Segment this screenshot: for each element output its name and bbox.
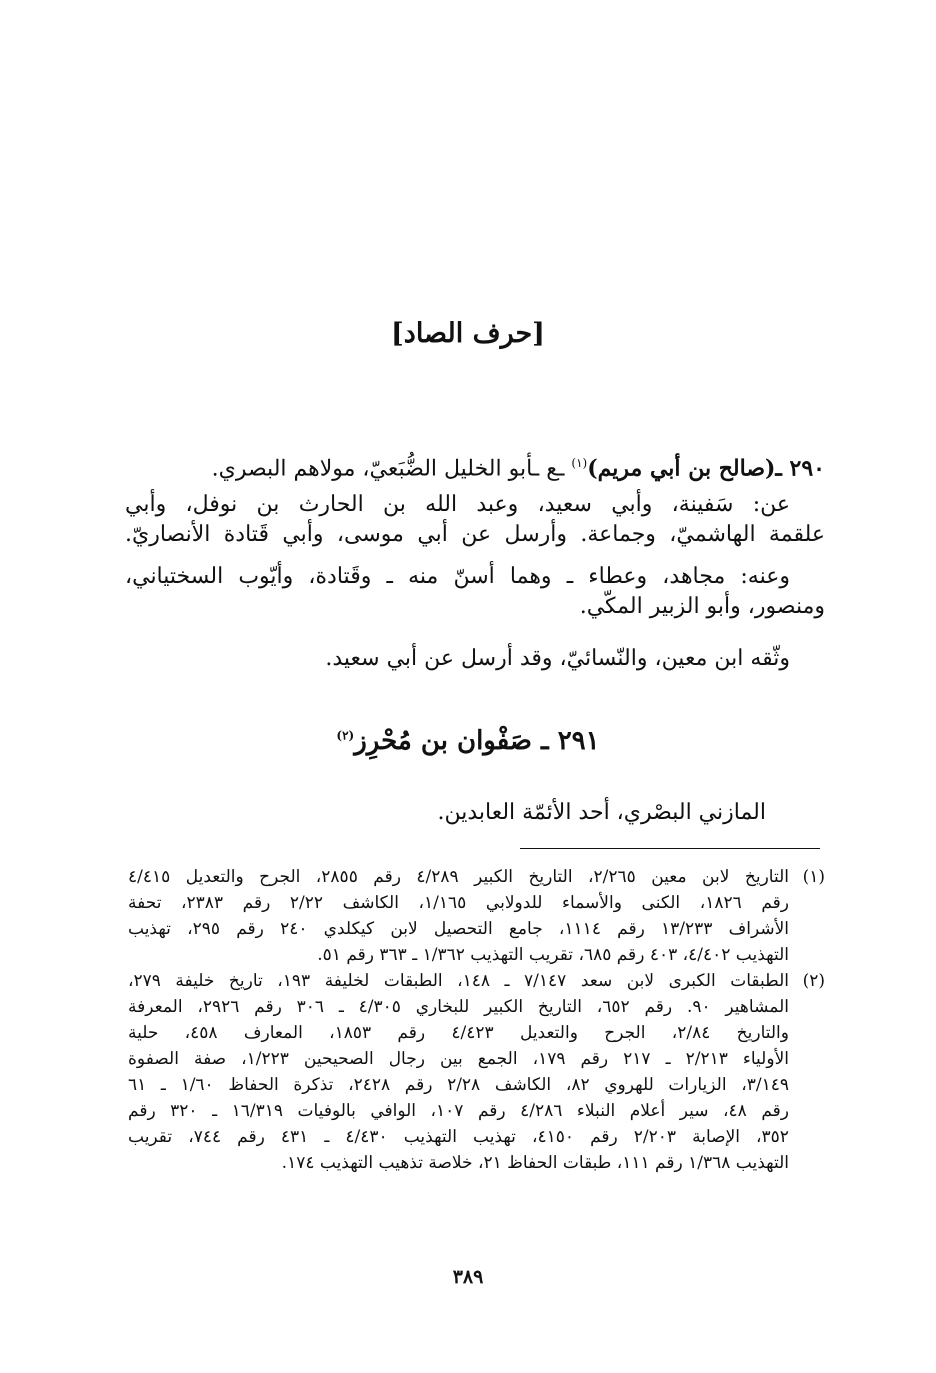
entry-291-description: المازني البصْري، أحد الأئمّة العابدين.	[437, 800, 766, 825]
footnote-2	[128, 968, 825, 1176]
footnotes	[128, 864, 825, 1176]
footnote-number: (٢)	[802, 971, 825, 991]
footnote-line: التاريخ لابن معين ٢/٢٦٥، التاريخ الكبير ٤/٢٨٩ رقم ٢٨٥٥، الجرح والتعديل ٤/٤١٥	[128, 867, 790, 887]
footnote-line: والتاريخ ٢/٨٤، الجرح والتعديل ٤/٤٢٣ رقم ١٨٥٣، المعارف ٤٥٨، حلية	[128, 1023, 789, 1043]
footnote-line: رقم ١٨٢٦، الكنى والأسماء للدولابي ١/١٦٥، الكاشف ٢/٢٢ رقم ٢٣٨٣، تحفة	[128, 893, 790, 913]
text-line: علقمة الهاشميّ، وجماعة. وأرسل عن أبي موسى، وأبي قَتادة الأنصاريّ.	[125, 522, 825, 547]
footnote-line: ٣٥٢، الإصابة ٢/٢٠٣ رقم ٤١٥٠، تهذيب التهذيب ٤/٤٣٠ ـ ٤٣١ رقم ٧٤٤، تقريب	[128, 1127, 789, 1147]
entry-290-students	[125, 562, 825, 622]
entry-290-name: ٢٩٠ ـ(صالح بن أبي مريم)	[587, 455, 825, 482]
text-line: وثّقه ابن معين، والنّسائيّ، وقد أرسل عن أبي سعيد.	[325, 646, 790, 671]
footnote-ref-2[interactable]: (٢)	[336, 728, 355, 743]
entry-291-name: ٢٩١ ـ صَفْوان بن مُحْرِز	[354, 726, 600, 756]
footnote-line: الأولياء ٢/٢١٣ ـ ٢١٧ رقم ١٧٩، الجمع بين رجال الصحيحين ١/٢٢٣، صفة الصفوة	[128, 1049, 789, 1069]
entry-291-heading	[0, 726, 936, 756]
text-line: وعنه: مجاهد، وعطاء ـ وهما أسنّ منه ـ وقَتادة، وأيّوب السختياني،	[125, 564, 790, 589]
footnote-line: المشاهير ٩٠. رقم ٦٥٢، التاريخ الكبير للبخاري ٤/٣٠٥ ـ ٣٠٦ رقم ٢٩٢٦، المعرفة	[128, 997, 789, 1017]
page-number: ٣٨٩	[452, 1266, 484, 1288]
text-line: عن: سَفينة، وأبي سعيد، وعبد الله بن الحارث بن نوفل، وأبي	[125, 492, 790, 517]
chapter-title: [حرف الصاد]	[391, 318, 545, 349]
entry-290-nisba: ـع ـأبو الخليل الضُّبَعيّ، مولاهم البصري.	[211, 456, 572, 482]
footnote-1	[128, 864, 825, 968]
footnote-ref-1[interactable]: (١)	[571, 456, 588, 470]
entry-290	[125, 448, 825, 674]
footnote-line: التهذيب ١/٣٦٨ رقم ١١١، طبقات الحفاظ ٢١، خلاصة تذهيب التهذيب ١٧٤.	[281, 1153, 789, 1173]
footnote-separator	[520, 848, 820, 849]
entry-290-grading	[125, 644, 825, 674]
footnote-line: رقم ٤٨، سير أعلام النبلاء ٤/٢٨٦ رقم ١٠٧، الوافي بالوفيات ١٦/٣١٩ ـ ٣٢٠ رقم	[128, 1101, 789, 1121]
text-line: ومنصور، وأبو الزبير المكّي.	[579, 594, 825, 619]
footnote-number: (١)	[802, 867, 826, 887]
footnote-line: الأشراف ١٣/٢٣٣ رقم ١١١٤، جامع التحصيل لابن كيكلدي ٢٤٠ رقم ٢٩٥، تهذيب	[128, 919, 789, 939]
footnote-line: الطبقات الكبرى لابن سعد ٧/١٤٧ ـ ١٤٨، الطبقات لخليفة ١٩٣، تاريخ خليفة ٢٧٩،	[128, 971, 789, 991]
entry-290-teachers	[125, 490, 825, 550]
footnote-line: ٣/١٤٩، الزيارات للهروي ٨٢، الكاشف ٢/٢٨ رقم ٢٤٢٨، تذكرة الحفاظ ١/٦٠ ـ ٦١	[128, 1075, 789, 1095]
entry-290-heading	[125, 448, 825, 482]
footnote-line: التهذيب ٤/٤٠٢، ٤٠٣ رقم ٦٨٥، تقريب التهذيب ١/٣٦٢ ـ ٣٦٣ رقم ٥١.	[317, 945, 789, 965]
